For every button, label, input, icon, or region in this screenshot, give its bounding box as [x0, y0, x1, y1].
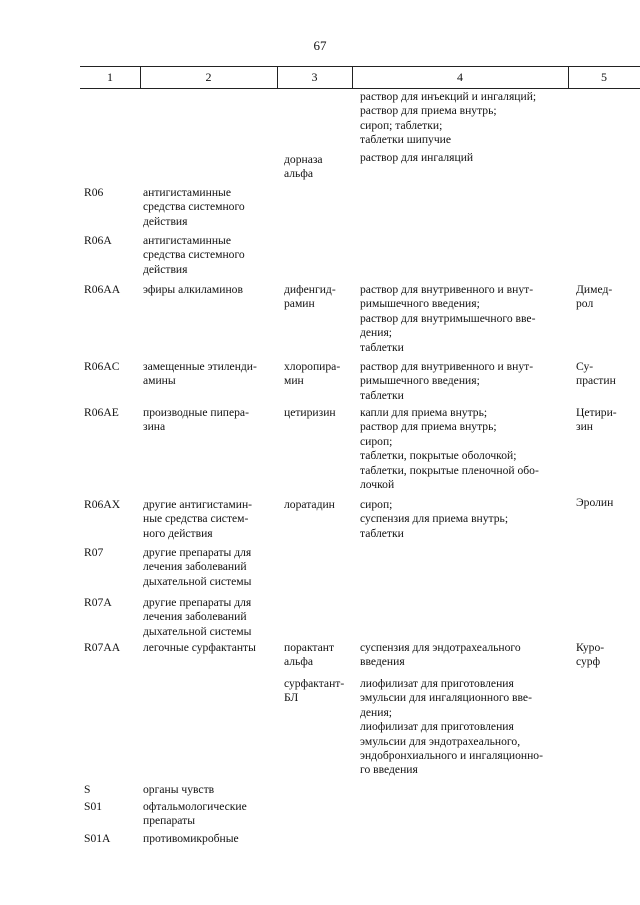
dosage-form-cell: лиофилизат для приготовления эмульсии для ингаляционного вве- дения; лиофилизат для приготовления эмульсии для эндотрахеального, эндобронхиального и ингаляционно- го введения — [360, 677, 543, 777]
header-divider — [568, 66, 569, 88]
group-name-cell: замещенные этиленди- амины — [143, 360, 257, 388]
group-name-cell: производные пипера- зина — [143, 406, 249, 434]
group-name-cell: другие антигистамин- ные средства систем- ного действия — [143, 498, 253, 540]
dosage-form-cell: раствор для внутривенного и внут- римышечного введения; таблетки — [360, 360, 534, 402]
trade-name-cell: Су- прастин — [576, 360, 616, 388]
group-name-cell: другие препараты для лечения заболеваний дыхательной системы — [143, 546, 252, 588]
page-number: 67 — [313, 38, 327, 53]
dosage-form-cell: раствор для ингаляций — [360, 151, 474, 164]
group-name-cell: антигистаминные средства системного действия — [143, 234, 245, 276]
dosage-form-cell: раствор для внутривенного и внут- римышечного введения; раствор для внутримышечного вве- дения; таблетки — [360, 283, 536, 354]
trade-name-cell: Димед- рол — [576, 283, 613, 311]
drug-name-cell: дифенгид- рамин — [284, 283, 336, 311]
drug-name-cell: лоратадин — [284, 498, 335, 511]
drug-name-cell: цетиризин — [284, 406, 336, 419]
group-name-cell: другие препараты для лечения заболеваний дыхательной системы — [143, 596, 252, 638]
trade-name-cell: Эролин — [576, 496, 614, 509]
header-col-4: 4 — [457, 70, 463, 84]
atc-code-cell: R06AC — [84, 360, 120, 373]
atc-code-cell: R06 — [84, 186, 104, 199]
dosage-form-cell: суспензия для эндотрахеального введения — [360, 641, 521, 669]
atc-code-cell: R07AA — [84, 641, 121, 654]
dosage-form-cell: раствор для инъекций и ингаляций; раствор для приема внутрь; сироп; таблетки; таблетки шипучие — [360, 90, 537, 147]
dosage-form-cell: сироп; суспензия для приема внутрь; таблетки — [360, 498, 509, 540]
dosage-form-cell: капли для приема внутрь; раствор для приема внутрь; сироп; таблетки, покрытые оболочкой; таблетки, покрытые пленочной обо- лочкой — [360, 406, 539, 492]
header-col-1: 1 — [107, 70, 113, 84]
atc-code-cell: S01A — [84, 832, 111, 845]
header-divider — [277, 66, 278, 88]
atc-code-cell: R06A — [84, 234, 112, 247]
group-name-cell: офтальмологические препараты — [143, 800, 247, 828]
drug-name-cell: сурфактант- БЛ — [284, 677, 345, 705]
header-col-5: 5 — [601, 70, 607, 84]
header-divider — [352, 66, 353, 88]
atc-code-cell: R06AA — [84, 283, 121, 296]
trade-name-cell: Цетири- зин — [576, 406, 617, 434]
atc-code-cell: S01 — [84, 800, 103, 813]
drug-name-cell: дорназа альфа — [284, 153, 323, 181]
table-header — [80, 66, 640, 89]
group-name-cell: легочные сурфактанты — [143, 641, 256, 654]
atc-code-cell: R06AE — [84, 406, 119, 419]
header-col-3: 3 — [311, 70, 318, 84]
drug-name-cell: порактант альфа — [284, 641, 335, 669]
header-divider — [140, 66, 141, 88]
atc-code-cell: S — [84, 783, 91, 796]
group-name-cell: эфиры алкиламинов — [143, 283, 243, 296]
trade-name-cell: Куро- сурф — [576, 641, 605, 669]
group-name-cell: противомикробные — [143, 832, 239, 845]
group-name-cell: антигистаминные средства системного действия — [143, 186, 245, 228]
header-col-2: 2 — [205, 70, 212, 84]
drug-name-cell: хлоропира- мин — [284, 360, 341, 388]
atc-code-cell: R07 — [84, 546, 104, 559]
atc-code-cell: R07A — [84, 596, 112, 609]
group-name-cell: органы чувств — [143, 783, 215, 796]
atc-code-cell: R06AX — [84, 498, 121, 511]
